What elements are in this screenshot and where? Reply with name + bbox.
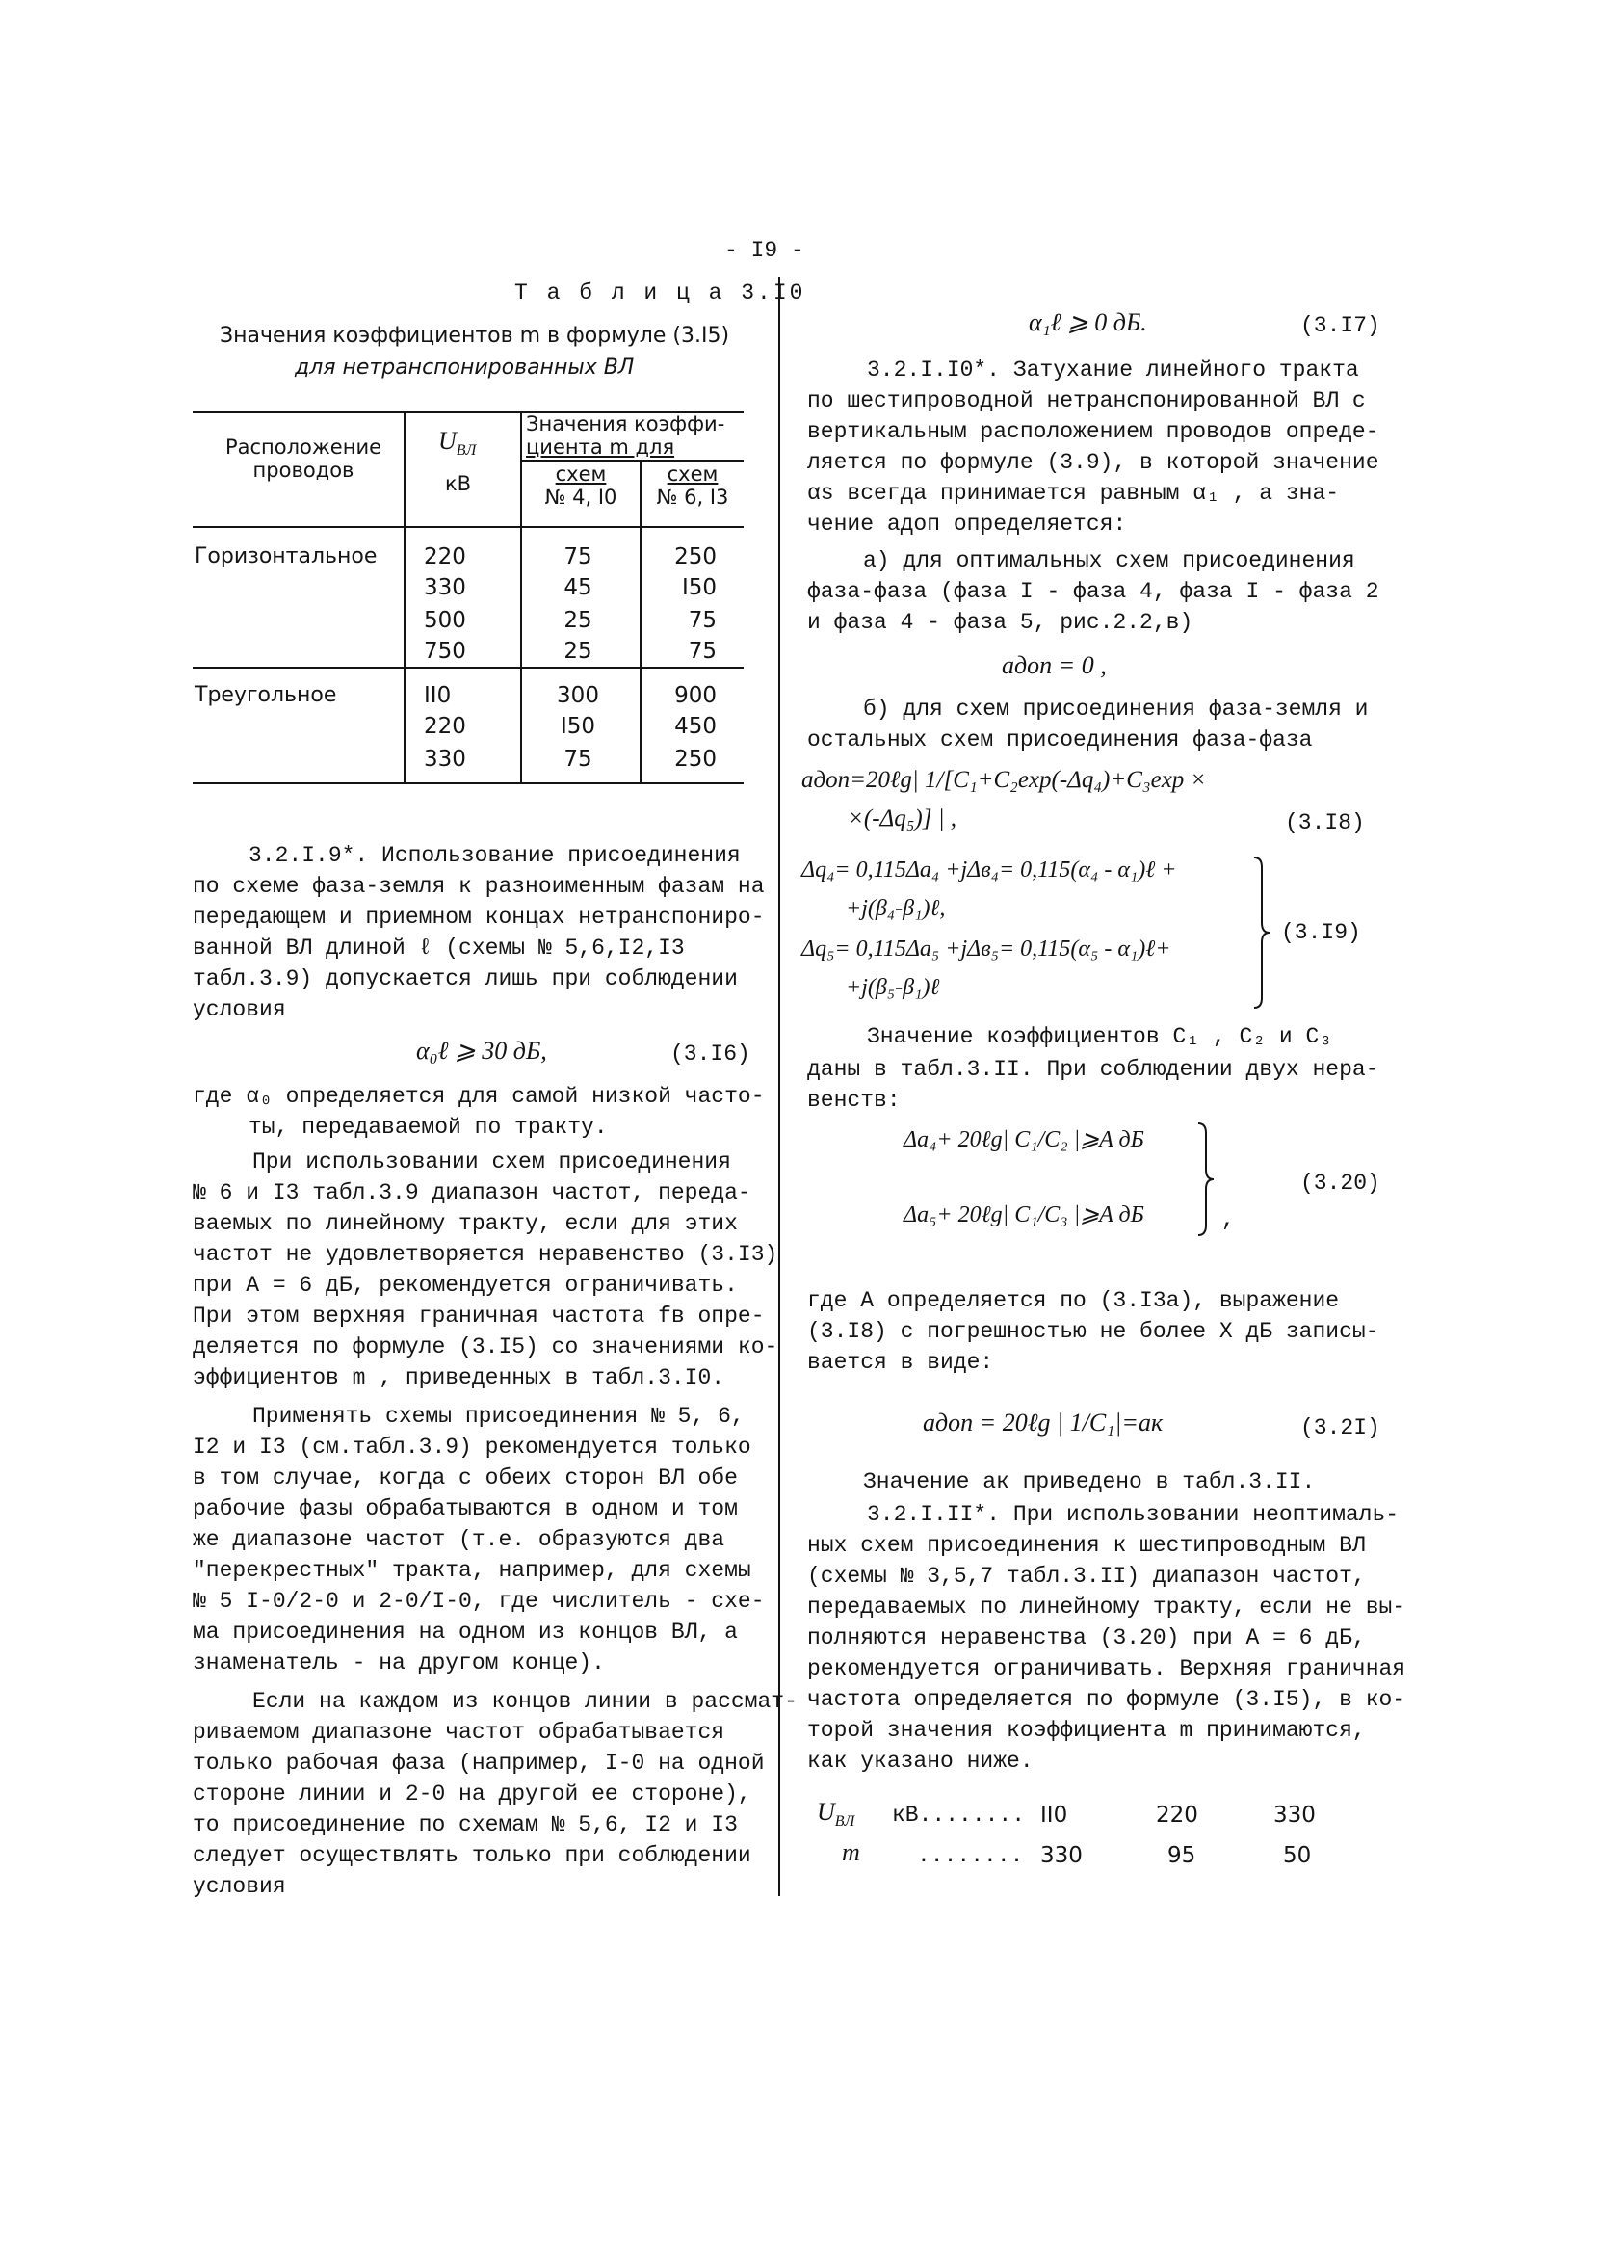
formula-number-3-16: (3.I6): [670, 1042, 750, 1067]
table-caption-line1: Значения коэффициентов m в формуле (3.I5): [220, 324, 730, 348]
column-divider: [778, 277, 780, 1896]
formula-3-18-line2: ×(-Δq₅)] | ,: [848, 805, 957, 831]
formula-3-19-brace: [1252, 856, 1271, 1010]
formula-3-19-line2: +j(β₄-β₁)ℓ,: [846, 896, 946, 921]
formula-3-16: α₀ℓ ⩾ 30 дБ,: [416, 1037, 547, 1065]
header-sub2-line2: № 6, I3: [656, 486, 729, 509]
header-sub1-line1: схем: [555, 462, 607, 486]
formula-number-3-19: (3.I9): [1281, 920, 1361, 945]
formula-3-21: aдоп = 20ℓg | 1/C₁|=aк: [923, 1409, 1164, 1437]
formula-number-3-17: (3.I7): [1300, 313, 1380, 338]
group-name-triangular: Треугольное: [195, 683, 337, 707]
formula-number-3-21: (3.2I): [1300, 1415, 1380, 1440]
group-name-horizontal: Горизонтальное: [195, 544, 378, 568]
formula-number-3-18: (3.I8): [1285, 810, 1365, 835]
formula-3-20-line1: Δa₄+ 20ℓg| C₁/C₂ |⩾A дБ: [904, 1127, 1144, 1152]
table-title: Т а б л и ц а 3.I0: [514, 280, 806, 305]
header-group-line2: циента m для: [526, 435, 675, 459]
formula-3-18-line1: aдоп=20ℓg| 1/[C₁+C₂exp(-Δq₄)+C₃exp ×: [801, 767, 1207, 793]
formula-3-19-line4: +j(β₅-β₁)ℓ: [846, 975, 940, 1000]
formula-3-17: α₁ℓ ⩾ 0 дБ.: [1029, 308, 1147, 336]
formula-adop-zero: aдоп = 0 ,: [1002, 651, 1107, 679]
formula-3-20-brace: [1196, 1121, 1216, 1237]
page-number: - I9 -: [724, 238, 804, 263]
header-voltage: $U_{ВЛ}$: [438, 427, 477, 460]
header-group-line1: Значения коэффи-: [526, 412, 725, 435]
header-sub1-line2: № 4, I0: [544, 486, 617, 509]
formula-3-20-line2: Δa₅+ 20ℓg| C₁/C₃ |⩾A дБ: [904, 1202, 1144, 1227]
formula-3-19-line3: Δq₅= 0,115Δa₅ +jΔв₅= 0,115(α₅ - α₁)ℓ+: [801, 936, 1171, 962]
header-sub2-line1: схем: [667, 462, 719, 486]
formula-number-3-20: (3.20): [1300, 1171, 1380, 1196]
formula-3-19-line1: Δq₄= 0,115Δa₄ +jΔв₄= 0,115(α₄ - α₁)ℓ +: [801, 857, 1177, 883]
table-caption-line2: для нетранспонированных ВЛ: [295, 356, 635, 380]
header-voltage-unit: кВ: [445, 472, 472, 495]
paragraph-ak-value: Значение aк приведено в табл.3.II.: [863, 1469, 1316, 1494]
formula-3-20-comma: ,: [1221, 1207, 1235, 1232]
header-wire-arrangement: Расположение проводов: [224, 435, 382, 482]
